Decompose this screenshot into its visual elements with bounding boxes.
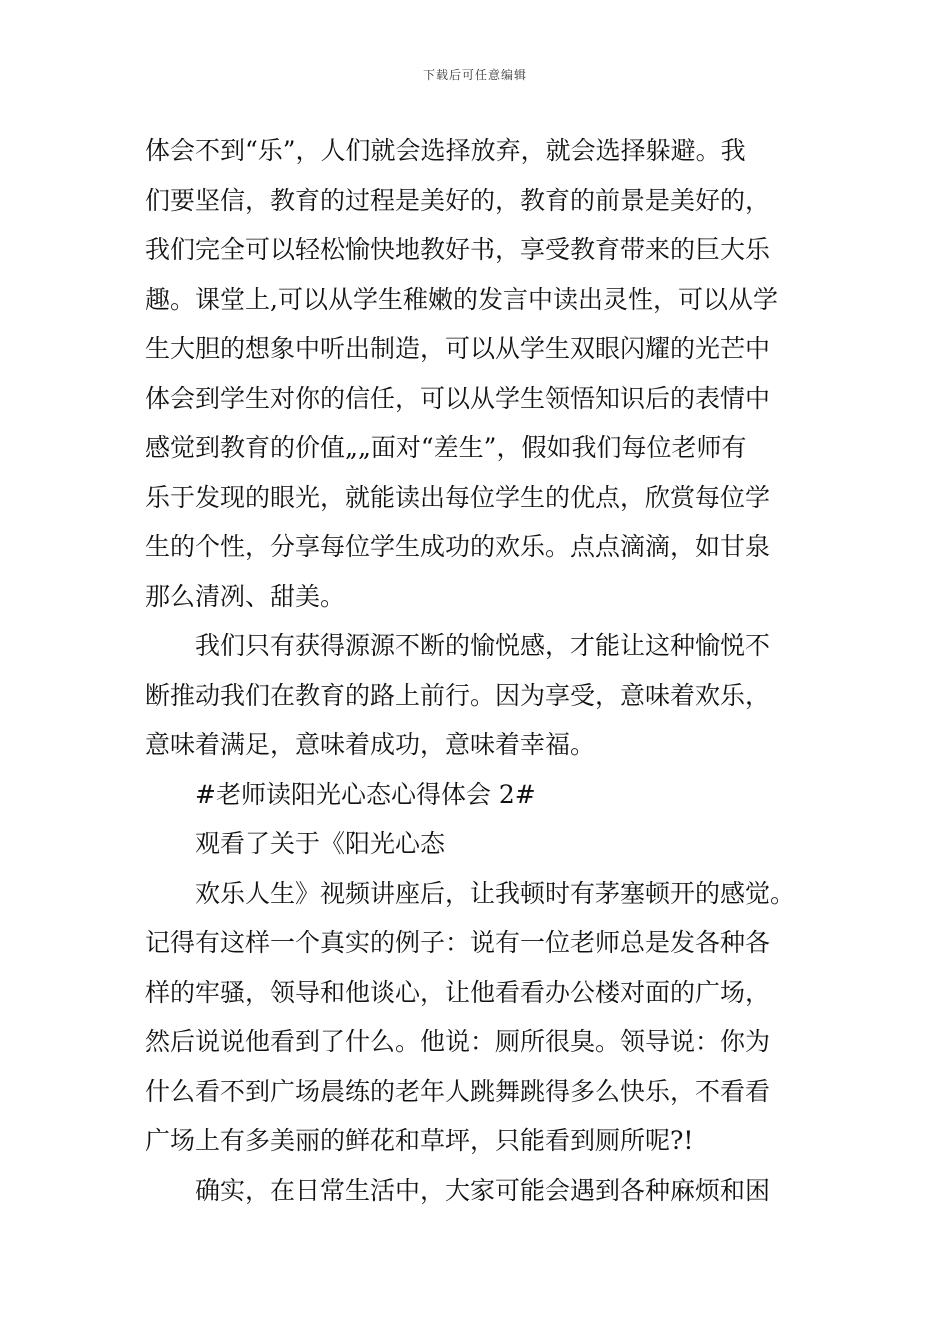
text-line: 趣。课堂上,可以从学生稚嫩的发言中读出灵性，可以从学 <box>145 284 778 314</box>
text-line: 意味着满足，意味着成功，意味着幸福。 <box>145 730 596 759</box>
paragraph-start-line: 观看了关于《阳光心态 <box>195 829 446 858</box>
text-line: 体会到学生对你的信任，可以从学生领悟知识后的表情中 <box>145 383 771 413</box>
text-line: 生的个性，分享每位学生成功的欢乐。点点滴滴，如甘泉 <box>145 532 771 561</box>
text-line: 记得有这样一个真实的例子：说有一位老师总是发各种各 <box>145 928 771 957</box>
text-line: 生大胆的想象中听出制造，可以从学生双眼闪耀的光芒中 <box>145 334 771 363</box>
text-line: 样的牢骚，领导和他谈心，让他看看办公楼对面的广场， <box>145 977 771 1007</box>
text-line: 那么清冽、甜美。 <box>145 581 346 611</box>
paragraph-start-line: 欢乐人生》视频讲座后，让我顿时有茅塞顿开的感觉。 <box>195 878 796 908</box>
section-heading: #老师读阳光心态心得体会 2# <box>195 779 536 809</box>
text-line: 什么看不到广场晨练的老年人跳舞跳得多么快乐，不看看 <box>145 1076 771 1106</box>
text-line: 广场上有多美丽的鲜花和草坪，只能看到厕所呢?! <box>145 1126 694 1155</box>
page-header: 下载后可任意编辑 <box>422 68 527 82</box>
text-line: 断推动我们在教育的路上前行。因为享受，意味着欢乐， <box>145 680 771 710</box>
text-line: 我们完全可以轻松愉快地教好书，享受教育带来的巨大乐 <box>145 235 771 264</box>
text-line: 然后说说他看到了什么。他说：厕所很臭。领导说：你为 <box>145 1027 771 1056</box>
text-line: 感觉到教育的价值„„面对“差生”，假如我们每位老师有 <box>145 433 747 462</box>
paragraph-start-line: 我们只有获得源源不断的愉悦感，才能让这种愉悦不 <box>195 631 771 660</box>
text-line: 体会不到“乐”，人们就会选择放弃，就会选择躲避。我 <box>145 136 746 165</box>
paragraph-start-line: 确实，在日常生活中，大家可能会遇到各种麻烦和困 <box>195 1175 771 1205</box>
document-body <box>145 126 820 1215</box>
text-line: 乐于发现的眼光，就能读出每位学生的优点，欣赏每位学 <box>145 482 771 512</box>
text-line: 们要坚信，教育的过程是美好的，教育的前景是美好的， <box>145 185 771 215</box>
